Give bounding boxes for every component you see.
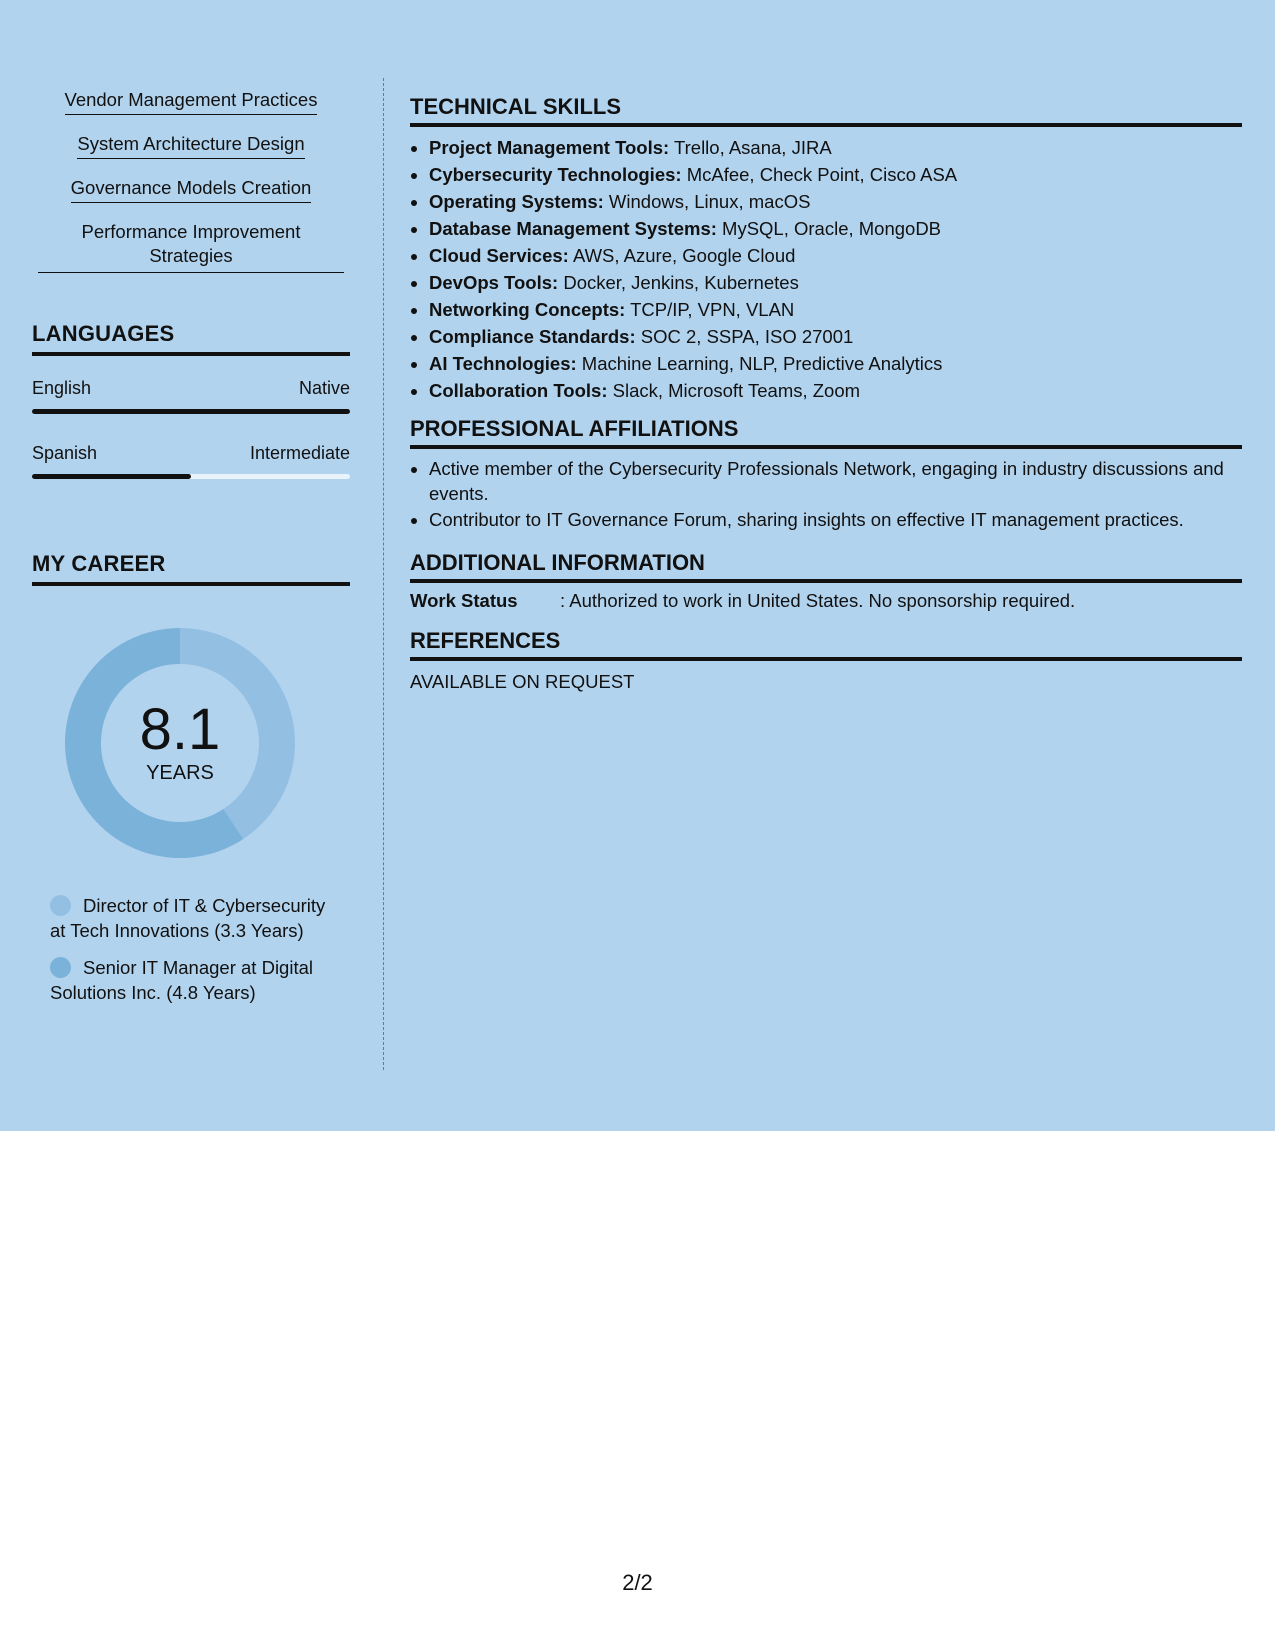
career-legend (50, 894, 340, 1005)
references-section (410, 628, 1242, 693)
career-unit: YEARS (146, 762, 214, 784)
skill-category: DevOps Tools: (429, 272, 559, 293)
skill-category: Networking Concepts: (429, 299, 626, 320)
languages-section (32, 321, 350, 479)
skill-category: AI Technologies: (429, 353, 577, 374)
technical-skill-item (429, 242, 1242, 269)
left-column (32, 88, 350, 1018)
skill-category: Compliance Standards: (429, 326, 636, 347)
skill-category: Database Management Systems: (429, 218, 717, 239)
technical-skill-item (429, 296, 1242, 323)
technical-skill-item (429, 188, 1242, 215)
skill-values: Docker, Jenkins, Kubernetes (558, 272, 799, 293)
career-heading: MY CAREER (32, 551, 350, 586)
affiliations-section (410, 416, 1242, 533)
proficiency-bar (32, 409, 350, 414)
technical-skills-heading: TECHNICAL SKILLS (410, 94, 1242, 127)
skill-values: Trello, Asana, JIRA (669, 137, 832, 158)
technical-skills-list (410, 134, 1242, 404)
technical-skill-item (429, 215, 1242, 242)
additional-info-heading: ADDITIONAL INFORMATION (410, 550, 1242, 583)
column-divider (383, 78, 384, 1070)
references-text: AVAILABLE ON REQUEST (410, 670, 635, 692)
technical-skill-item (429, 134, 1242, 161)
career-donut-chart (65, 628, 295, 858)
affiliation-item: • Active member of the Cybersecurity Professionals Network, engaging in industry discussions and events. (429, 457, 1242, 506)
legend-dot (50, 957, 71, 978)
proficiency-bar (32, 474, 350, 479)
right-column (410, 94, 1242, 693)
technical-skill-item (429, 161, 1242, 188)
languages-heading: LANGUAGES (32, 321, 350, 356)
skill-category: Collaboration Tools: (429, 380, 608, 401)
skill-values: TCP/IP, VPN, VLAN (625, 299, 795, 320)
technical-skill-item (429, 269, 1242, 296)
technical-skill-item (429, 377, 1242, 404)
proficiency-fill (32, 474, 191, 479)
skill-tags (32, 88, 350, 273)
skill-values: MySQL, Oracle, MongoDB (716, 218, 942, 239)
skill-tag: System Architecture Design (77, 132, 304, 159)
work-status-label: Work Status (410, 589, 518, 611)
skill-values: AWS, Azure, Google Cloud (568, 245, 796, 266)
skill-category: Operating Systems: (429, 191, 604, 212)
legend-item (50, 894, 340, 943)
affiliation-item: • Contributor to IT Governance Forum, sharing insights on effective IT management practices. (429, 508, 1242, 533)
legend-label: Senior IT Manager at Digital Solutions Inc. (4.8 Years) (50, 957, 313, 1003)
skill-category: Project Management Tools: (429, 137, 670, 158)
work-status-row (410, 590, 1242, 612)
language-item (32, 378, 350, 414)
language-name: Spanish (32, 443, 98, 463)
skill-values: McAfee, Check Point, Cisco ASA (681, 164, 958, 185)
legend-dot (50, 895, 71, 916)
career-section (32, 551, 350, 1005)
skill-values: SOC 2, SSPA, ISO 27001 (635, 326, 854, 347)
legend-label: Director of IT & Cybersecurity at Tech Innovations (3.3 Years) (50, 895, 326, 941)
affiliations-heading: PROFESSIONAL AFFILIATIONS (410, 416, 1242, 449)
work-status-value: : Authorized to work in United States. No sponsorship required. (560, 589, 1076, 611)
proficiency-fill (32, 409, 350, 414)
page-number: 2/2 (622, 1570, 653, 1595)
language-level: Native (298, 378, 350, 398)
affiliations-list (410, 457, 1242, 533)
language-item (32, 443, 350, 479)
skill-tag: Governance Models Creation (71, 176, 312, 203)
skill-tag: Performance Improvement Strategies (38, 220, 344, 273)
career-total-years: 8.1 (139, 697, 221, 762)
additional-info-section (410, 550, 1242, 612)
language-level: Intermediate (249, 443, 350, 463)
skill-values: Windows, Linux, macOS (603, 191, 811, 212)
skill-values: Slack, Microsoft Teams, Zoom (607, 380, 861, 401)
technical-skills-section (410, 94, 1242, 404)
references-heading: REFERENCES (410, 628, 1242, 661)
language-name: English (32, 378, 92, 398)
technical-skill-item (429, 323, 1242, 350)
skill-category: Cybersecurity Technologies: (429, 164, 682, 185)
legend-item (50, 956, 340, 1005)
skill-category: Cloud Services: (429, 245, 569, 266)
skill-values: Machine Learning, NLP, Predictive Analytics (576, 353, 943, 374)
technical-skill-item (429, 350, 1242, 377)
skill-tag: Vendor Management Practices (65, 88, 318, 115)
